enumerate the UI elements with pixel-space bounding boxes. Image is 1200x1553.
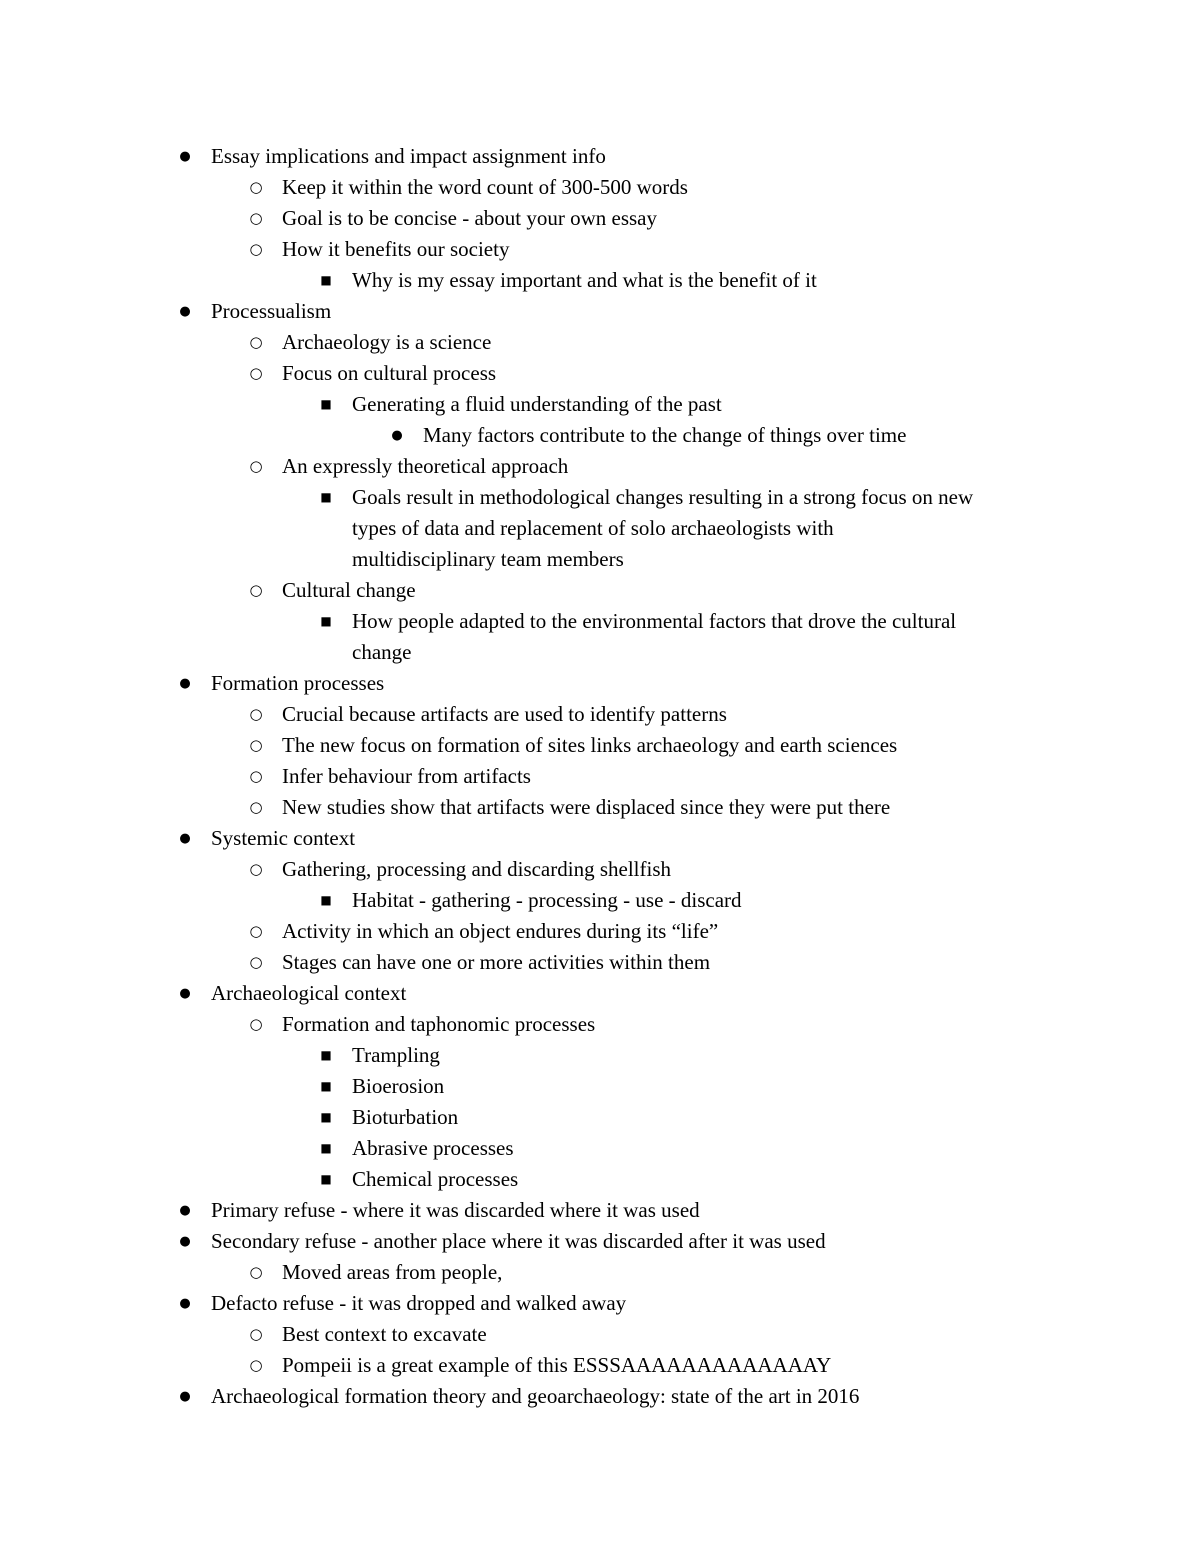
list-item <box>0 1164 1200 1195</box>
bullet-icon: ● <box>179 304 191 319</box>
list-item <box>0 389 1200 420</box>
bullet-icon: ● <box>179 986 191 1001</box>
list-item <box>0 668 1200 699</box>
list-item <box>0 1102 1200 1133</box>
list-item <box>0 575 1200 606</box>
list-item-text: How it benefits our society <box>282 237 510 261</box>
list-item-text: Why is my essay important and what is the benefit of it <box>352 268 817 292</box>
list-item <box>0 265 1200 296</box>
list-item <box>0 699 1200 730</box>
list-item-text: Goals result in methodological changes resulting in a strong focus on new <box>352 485 974 509</box>
bullet-icon: ○ <box>249 209 263 227</box>
bullet-icon: ○ <box>249 705 263 723</box>
bullet-icon: ○ <box>249 922 263 940</box>
list-item-text: Generating a fluid understanding of the past <box>352 392 722 416</box>
list-item <box>0 1288 1200 1319</box>
list-item-text: Infer behaviour from artifacts <box>282 764 531 788</box>
bullet-icon: ■ <box>320 490 332 504</box>
list-item <box>0 885 1200 916</box>
list-item <box>0 172 1200 203</box>
list-item-text: Processualism <box>211 299 332 323</box>
bullet-icon: ■ <box>320 397 332 411</box>
bullet-icon: ■ <box>320 1110 332 1124</box>
list-item <box>0 1319 1200 1350</box>
list-item-continuation <box>0 513 1200 544</box>
list-item-continuation <box>0 637 1200 668</box>
list-item <box>0 203 1200 234</box>
bullet-icon: ○ <box>249 736 263 754</box>
list-item <box>0 1040 1200 1071</box>
bullet-icon: ■ <box>320 614 332 628</box>
list-item <box>0 358 1200 389</box>
list-item-text: types of data and replacement of solo archaeologists with <box>352 516 834 540</box>
list-item-text: Systemic context <box>211 826 356 850</box>
list-item-text: Moved areas from people, <box>282 1260 503 1284</box>
bullet-icon: ○ <box>249 240 263 258</box>
bullet-icon: ○ <box>249 333 263 351</box>
bullet-icon: ● <box>179 1296 191 1311</box>
list-item-text: Activity in which an object endures during its “life” <box>282 919 719 943</box>
list-item <box>0 606 1200 637</box>
list-item-text: Bioerosion <box>352 1074 445 1098</box>
list-item <box>0 916 1200 947</box>
list-item-text: Keep it within the word count of 300-500 words <box>282 175 688 199</box>
bullet-icon: ○ <box>249 1015 263 1033</box>
bullet-icon: ● <box>179 1203 191 1218</box>
list-item <box>0 451 1200 482</box>
list-item <box>0 854 1200 885</box>
bullet-icon: ● <box>179 831 191 846</box>
list-item <box>0 420 1200 451</box>
bullet-icon: ○ <box>249 953 263 971</box>
list-item <box>0 234 1200 265</box>
list-item-text: Crucial because artifacts are used to identify patterns <box>282 702 727 726</box>
bullet-icon: ● <box>179 1234 191 1249</box>
list-item <box>0 823 1200 854</box>
list-item <box>0 761 1200 792</box>
list-item-text: Essay implications and impact assignment info <box>211 144 606 168</box>
list-item-text: Best context to excavate <box>282 1322 487 1346</box>
list-item <box>0 1009 1200 1040</box>
list-item-text: Archaeological context <box>211 981 407 1005</box>
bullet-icon: ● <box>391 428 403 443</box>
list-item-text: Goal is to be concise - about your own essay <box>282 206 657 230</box>
list-item <box>0 947 1200 978</box>
list-item-text: Secondary refuse - another place where it was discarded after it was used <box>211 1229 826 1253</box>
list-item-text: Abrasive processes <box>352 1136 514 1160</box>
list-item-continuation <box>0 544 1200 575</box>
bullet-icon: ○ <box>249 178 263 196</box>
list-item <box>0 482 1200 513</box>
list-item-text: Archaeology is a science <box>282 330 492 354</box>
list-item-text: New studies show that artifacts were displaced since they were put there <box>282 795 891 819</box>
bullet-icon: ■ <box>320 1141 332 1155</box>
list-item-text: Many factors contribute to the change of things over time <box>423 423 907 447</box>
list-item <box>0 1195 1200 1226</box>
list-item-text: Formation processes <box>211 671 385 695</box>
bullet-icon: ■ <box>320 273 332 287</box>
bullet-icon: ● <box>179 676 191 691</box>
list-item-text: Primary refuse - where it was discarded where it was used <box>211 1198 700 1222</box>
list-item-text: multidisciplinary team members <box>352 547 624 571</box>
bullet-icon: ○ <box>249 1325 263 1343</box>
list-item-text: Defacto refuse - it was dropped and walked away <box>211 1291 627 1315</box>
list-item <box>0 1071 1200 1102</box>
bullet-icon: ○ <box>249 1356 263 1374</box>
list-item-text: change <box>352 640 412 664</box>
bullet-icon: ■ <box>320 893 332 907</box>
bullet-icon: ○ <box>249 364 263 382</box>
document-page <box>0 141 1200 1412</box>
list-item-text: Gathering, processing and discarding shellfish <box>282 857 671 881</box>
list-item-text: How people adapted to the environmental factors that drove the cultural <box>352 609 957 633</box>
bullet-icon: ● <box>179 1389 191 1404</box>
bullet-icon: ■ <box>320 1172 332 1186</box>
bullet-icon: ○ <box>249 457 263 475</box>
bullet-icon: ○ <box>249 1263 263 1281</box>
bullet-icon: ○ <box>249 767 263 785</box>
list-item <box>0 1226 1200 1257</box>
list-item-text: Pompeii is a great example of this ESSSAAAAAAAAAAAAAY <box>282 1353 832 1377</box>
list-item <box>0 1350 1200 1381</box>
list-item <box>0 730 1200 761</box>
bullet-icon: ■ <box>320 1079 332 1093</box>
bullet-icon: ○ <box>249 860 263 878</box>
list-item-text: Habitat - gathering - processing - use - discard <box>352 888 742 912</box>
list-item <box>0 296 1200 327</box>
list-item <box>0 978 1200 1009</box>
list-item-text: Focus on cultural process <box>282 361 497 385</box>
bullet-icon: ■ <box>320 1048 332 1062</box>
list-item-text: Stages can have one or more activities within them <box>282 950 711 974</box>
list-item-text: Cultural change <box>282 578 416 602</box>
list-item-text: Trampling <box>352 1043 440 1067</box>
list-item-text: Chemical processes <box>352 1167 519 1191</box>
list-item <box>0 1381 1200 1412</box>
list-item-text: An expressly theoretical approach <box>282 454 569 478</box>
list-item <box>0 141 1200 172</box>
list-item <box>0 327 1200 358</box>
list-item <box>0 1133 1200 1164</box>
bullet-icon: ● <box>179 149 191 164</box>
list-item <box>0 1257 1200 1288</box>
list-item-text: The new focus on formation of sites links archaeology and earth sciences <box>282 733 898 757</box>
list-item-text: Formation and taphonomic processes <box>282 1012 596 1036</box>
bullet-icon: ○ <box>249 581 263 599</box>
list-item-text: Archaeological formation theory and geoarchaeology: state of the art in 2016 <box>211 1384 860 1408</box>
bullet-icon: ○ <box>249 798 263 816</box>
list-item-text: Bioturbation <box>352 1105 459 1129</box>
list-item <box>0 792 1200 823</box>
